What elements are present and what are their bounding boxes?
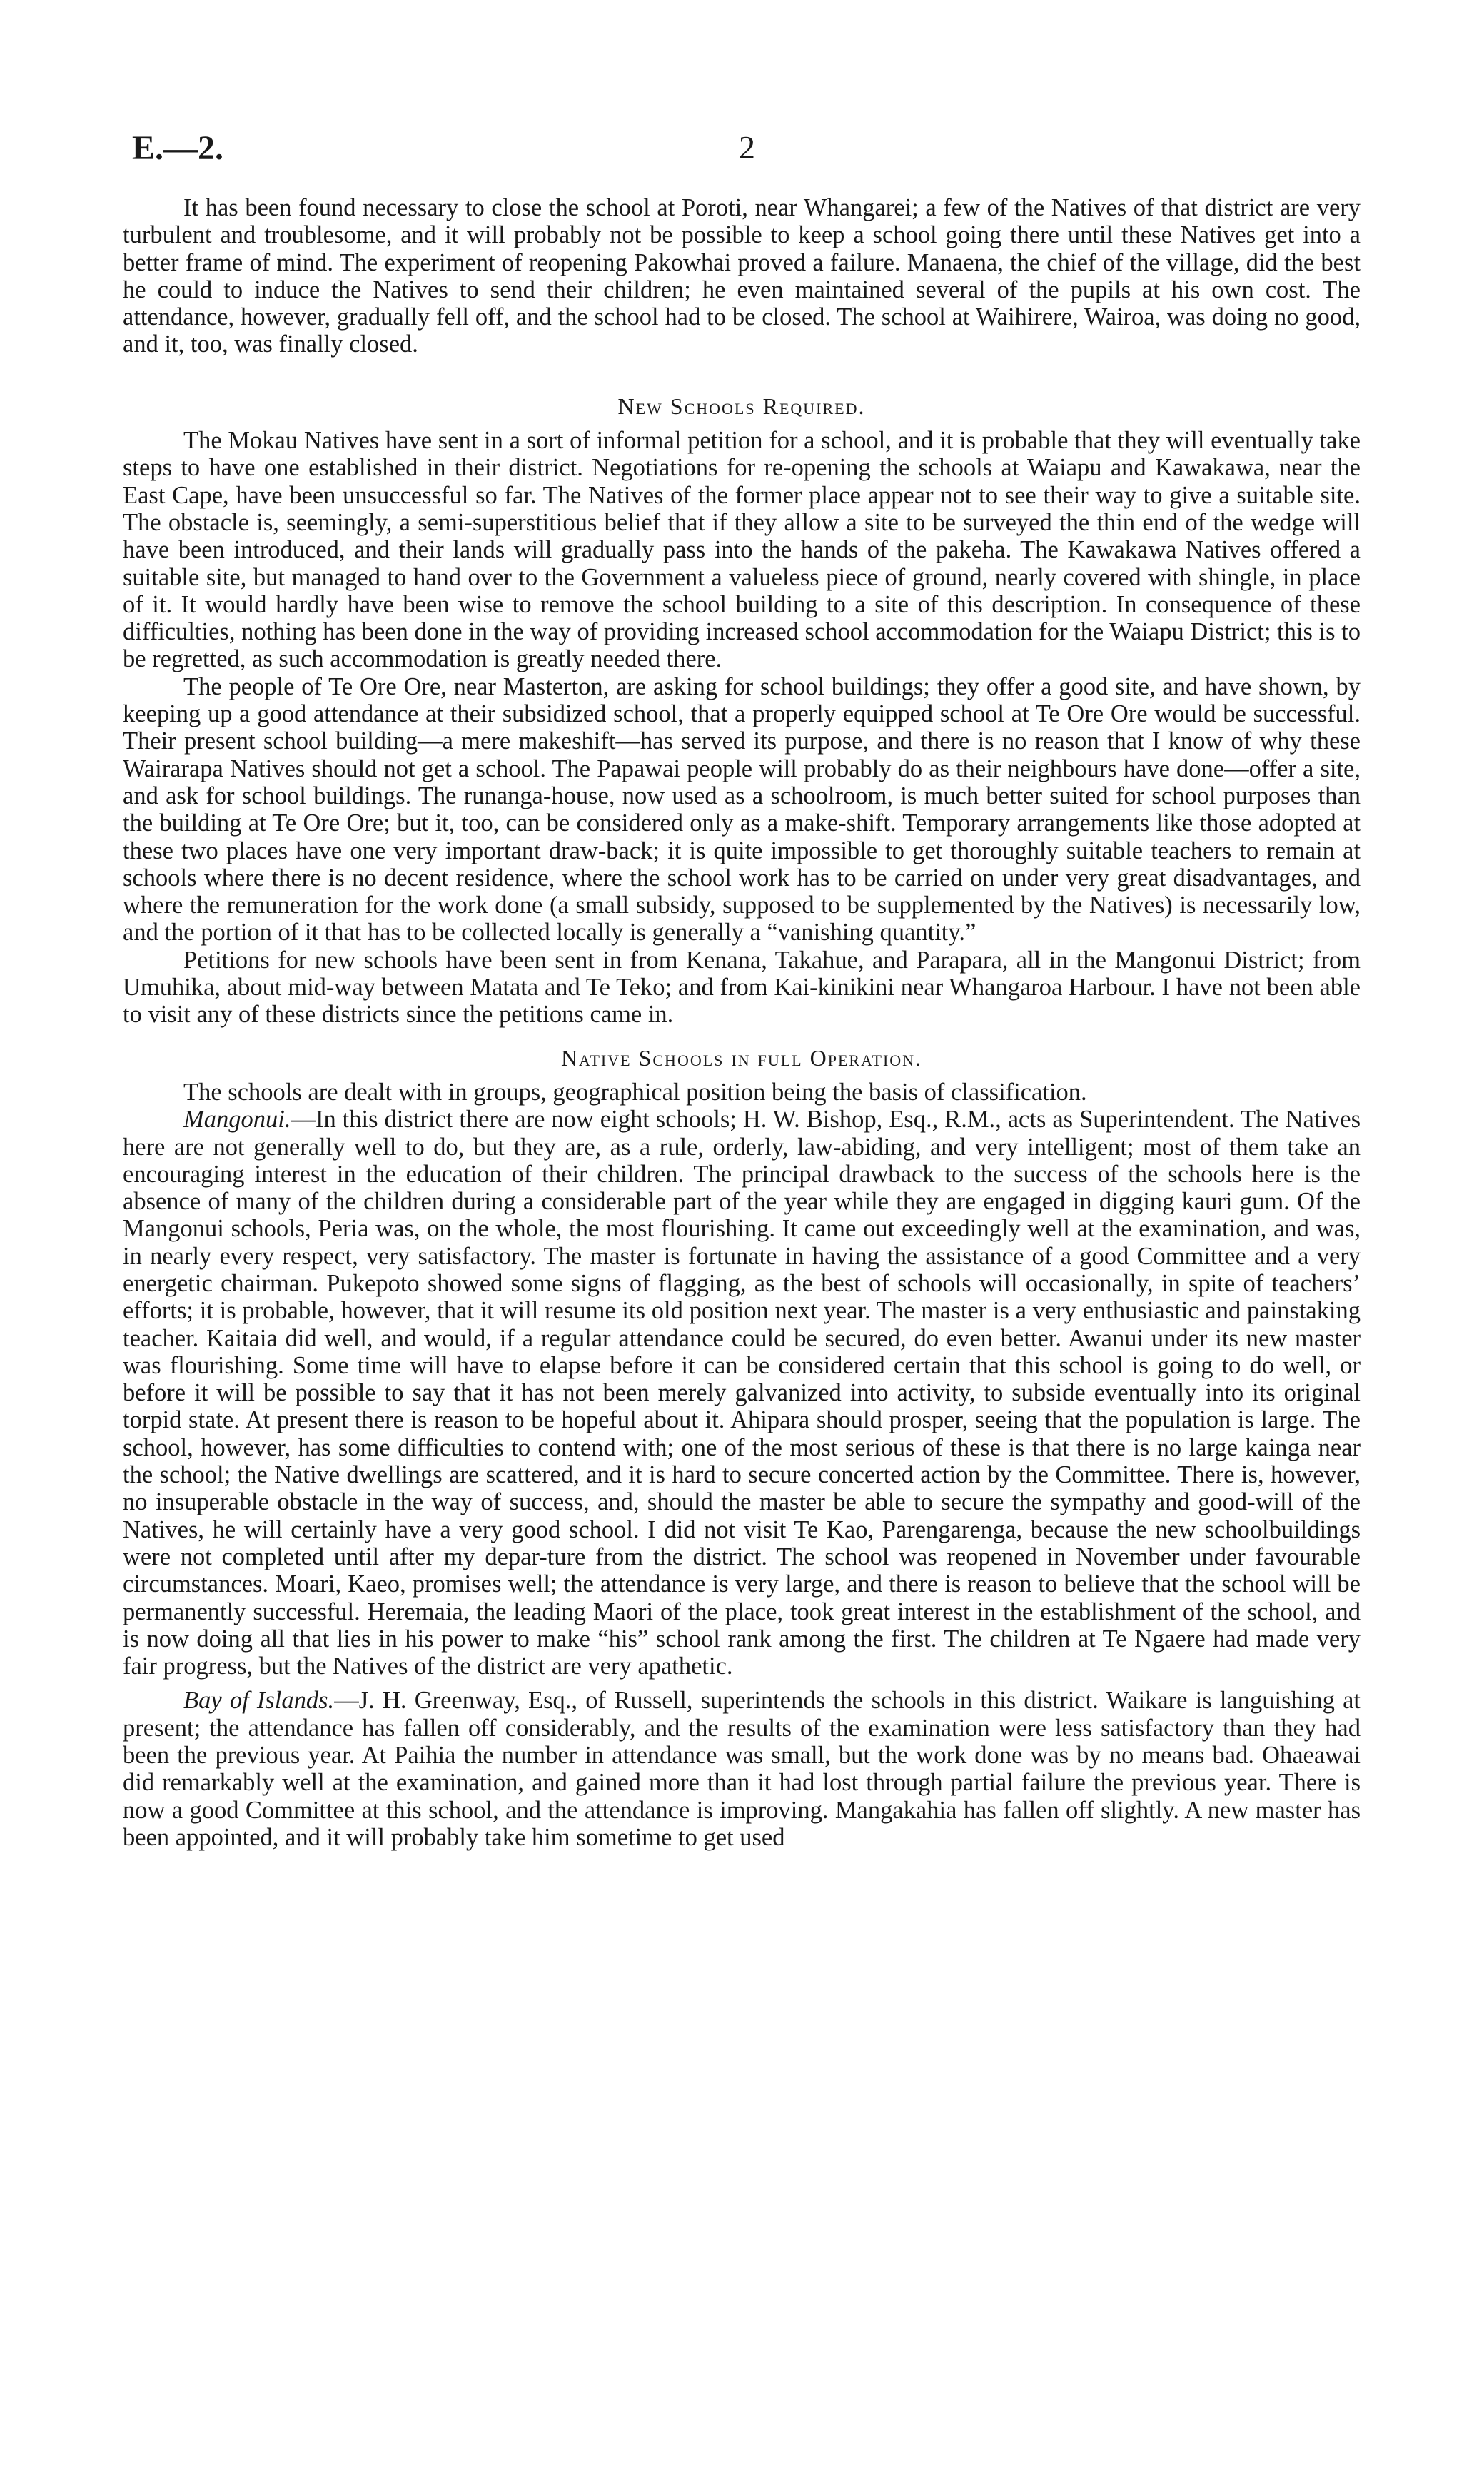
body-text (123, 194, 1361, 1851)
document-reference: E.—2. (132, 129, 224, 167)
mangonui-paragraph (123, 1106, 1361, 1680)
page-number: 2 (739, 129, 755, 166)
region-label-mangonui: Mangonui. (183, 1106, 291, 1134)
paragraph: The Mokau Natives have sent in a sort of informal petition for a school, and it is probable that they will eventually take steps to have one established in their district. Negotiations for re-opening the schools at Waiapu and Kawakawa, near the East Cape, have been unsuccessful so far. The Natives of the former place appear not to see their way to give a suitable site. The obstacle is, seemingly, a semi-superstitious belief that if they allow a site to be surveyed the thin end of the wedge will have been introduced, and their lands will gradually pass into the hands of the pakeha. The Kawakawa Natives offered a suitable site, but managed to hand over to the Government a valueless piece of ground, nearly covered with shingle, in place of it. It would hardly have been wise to remove the school building to a site of this description. In consequence of these difficulties, nothing has been done in the way of providing increased school accommodation for the Waiapu District; this is to be regretted, as such accommodation is greatly needed there. (123, 427, 1361, 673)
section-heading-full-operation: Native Schools in full Operation. (560, 1044, 923, 1071)
bay-of-islands-text: —J. H. Greenway, Esq., of Russell, superintends the schools in this district. Waikare is languishing at present; the attendance has fallen off considerably, and the results of the examination were less satisfactory than they had been the previous year. At Paihia the number in attendance was small, but the work done was by no means bad. Ohaeawai did remarkably well at the examination, and gained more than it had lost through partial failure the previous year. There is now a good Committee at this school, and the attendance is improving. Mangakahia has fallen off slightly. A new master has been appointed, and it will probably take him sometime to get used (123, 1687, 1361, 1851)
paragraph: The people of Te Ore Ore, near Masterton, are asking for school buildings; they offer a good site, and have shown, by keeping up a good attendance at their subsidized school, that a properly equipped school at Te Ore Ore would be successful. Their present school building—a mere makeshift—has served its purpose, and there is no reason that I know of why these Wairarapa Natives should not get a school. The Papawai people will probably do as their neighbours have done—offer a site, and ask for school buildings. The runanga-house, now used as a schoolroom, is much better suited for school purposes than the building at Te Ore Ore; but it, too, can be considered only as a make-shift. Temporary arrangements like those adopted at these two places have one very important draw-back; it is quite impossible to get thoroughly suitable teachers to remain at schools where there is no decent residence, where the school work has to be carried on under very great disadvantages, and where the remuneration for the work done (a small subsidy, supposed to be supplemented by the Natives) is necessarily low, and the portion of it that has to be collected locally is generally a “vanishing quantity.” (123, 672, 1361, 947)
section-heading-new-schools: New Schools Required. (617, 393, 866, 419)
bay-of-islands-paragraph (123, 1687, 1361, 1851)
intro-paragraph: It has been found necessary to close the school at Poroti, near Whangarei; a few of the Natives of that district are very turbulent and troublesome, and it will probably not be possible to keep a school going there until these Natives get into a better frame of mind. The experiment of reopening Pakowhai proved a failure. Manaena, the chief of the village, did the best he could to induce the Natives to send their children; he even maintained several of the pupils at his own cost. The attendance, however, gradually fell off, and the school had to be closed. The school at Waihirere, Wairoa, was doing no good, and it, too, was finally closed. (123, 194, 1361, 358)
mangonui-text: —In this district there are now eight schools; H. W. Bishop, Esq., R.M., acts as Superintendent. The Natives here are not generally well to do, but they are, as a rule, orderly, law-abiding, and very intelligent; most of them take an encouraging interest in the education of their children. The principal drawback to the success of the schools here is the absence of many of the children during a considerable part of the year while they are engaged in digging kauri gum. Of the Mangonui schools, Peria was, on the whole, the most flourishing. It came out exceedingly well at the examination, and was, in nearly every respect, very satisfactory. The master is fortunate in having the assistance of a good Committee and a very energetic chairman. Pukepoto showed some signs of flagging, as the best of schools will occasionally, in spite of teachers’ efforts; it is probable, however, that it will resume its old position next year. The master is a very enthusiastic and painstaking teacher. Kaitaia did well, and would, if a regular attendance could be secured, do even better. Awanui under its new master was flourishing. Some time will have to elapse before it can be considered certain that this school is going to do well, or before it will be possible to say that it has not been merely galvanized into activity, to subside eventually into its original torpid state. At present there is reason to be hopeful about it. Ahipara should prosper, seeing that the population is large. The school, however, has some difficulties to contend with; one of the most serious of these is that there is no large kainga near the school; the Native dwellings are scattered, and it is hard to secure concerted action by the Committee. There is, however, no insuperable obstacle in the way of success, and, should the master be able to secure the sympathy and good-will of the Natives, he will certainly have a very good school. I did not visit Te Kao, Parengarenga, because the new schoolbuildings were not completed until after my depar-ture from the district. The school was reopened in November under favourable circumstances. Moari, Kaeo, promises well; the attendance is very large, and there is reason to believe that the school will be permanently successful. Heremaia, the leading Maori of the place, took great interest in the establishment of the school, and is now doing all that lies in his power to make “his” school rank among the first. The children at Te Ngaere had made very fair progress, but the Natives of the district are very apathetic. (123, 1106, 1361, 1680)
page-header (132, 128, 1352, 178)
paragraph: The schools are dealt with in groups, geographical position being the basis of classification. (183, 1078, 1087, 1106)
region-label-bay-of-islands: Bay of Islands. (183, 1687, 335, 1715)
paragraph: Petitions for new schools have been sent in from Kenana, Takahue, and Parapara, all in the Mangonui District; from Umuhika, about mid-way between Matata and Te Teko; and from Kai-kinikini near Whangaroa Harbour. I have not been able to visit any of these districts since the petitions came in. (123, 946, 1361, 1029)
